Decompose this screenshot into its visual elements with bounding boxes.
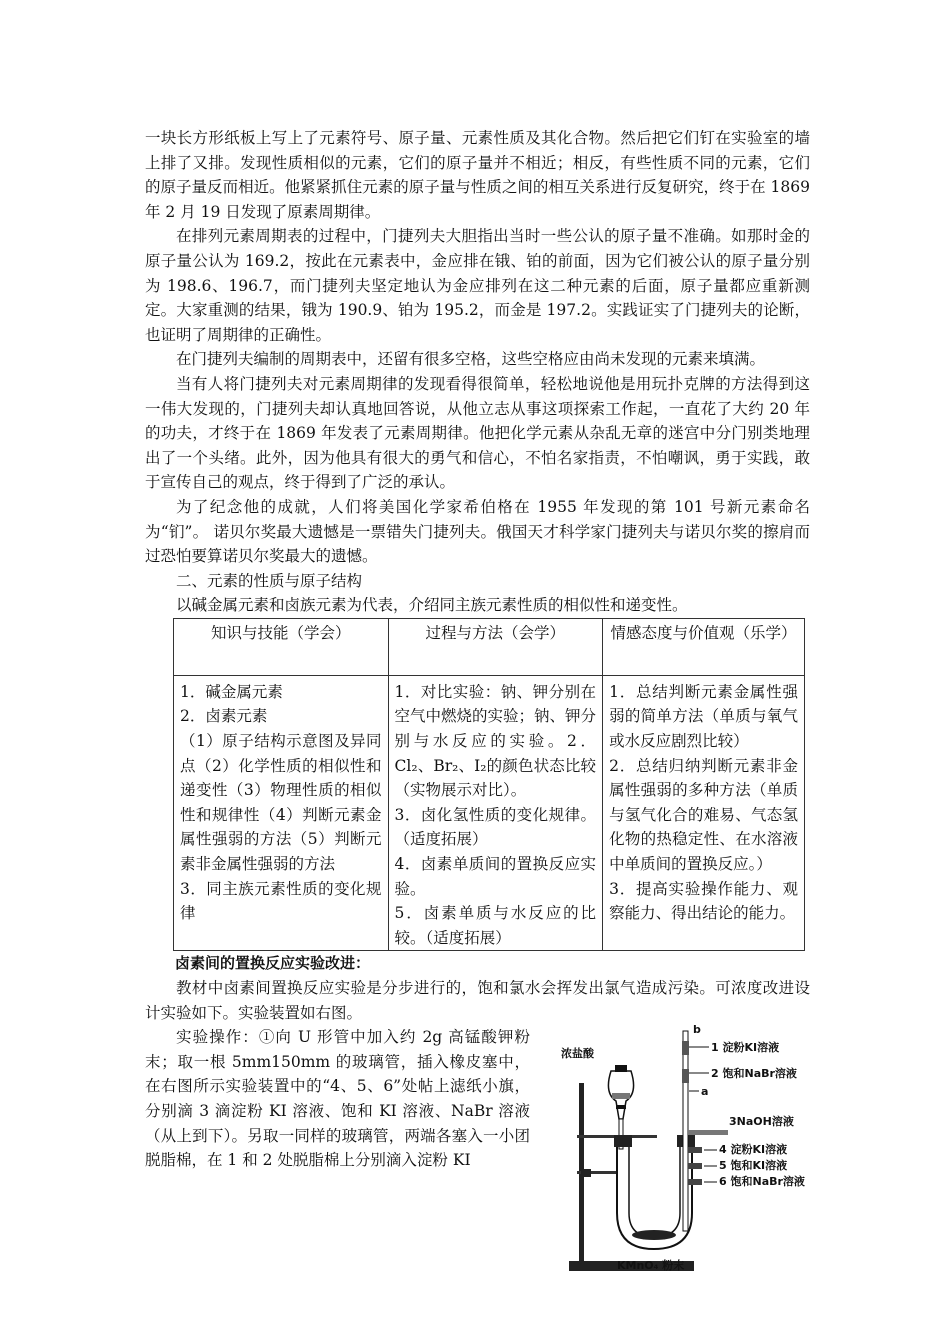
clamp-knob (581, 1169, 591, 1177)
naoh-tube (688, 1130, 728, 1135)
flag-4 (688, 1147, 702, 1153)
funnel-liquid (612, 1093, 630, 1099)
header-knowledge: 知识与技能（学会） (174, 618, 389, 675)
section-intro: 以碱金属元素和卤族元素为代表，介绍同主族元素性质的相似性和递变性。 (176, 596, 688, 615)
u-tube-inner (629, 1141, 680, 1237)
section-heading: 二、元素的性质与原子结构 (176, 571, 363, 590)
apparatus-figure (559, 1023, 809, 1283)
document-page (145, 126, 810, 1273)
label-5: 5 饱和KI溶液 (719, 1159, 788, 1173)
label-b: b (693, 1023, 701, 1037)
cell-line: 1．对比实验：钠、钾分别在空气中燃烧的实验；钠、钾分别与水反应的实验。2．Cl₂、Br₂、I₂的颜色状态比较（实物展示对比）。 (394, 682, 597, 800)
stopcock (616, 1105, 626, 1109)
cell-line: 2．总结归纳判断元素非金属性强弱的多种方法（单质与氢气化合的难易、气态氢化物的热稳定性、在水溶液中单质间的置换反应。） (609, 756, 798, 874)
table-header-row (174, 618, 805, 675)
funnel-stopper (615, 1065, 627, 1072)
cell-line: 3．卤化氢性质的变化规律。（适度拓展） (394, 805, 597, 849)
header-process: 过程与方法（会学） (388, 618, 603, 675)
improve-text: 教材中卤素间置换反应实验是分步进行的，饱和氯水会挥发出氯气造成污染。可浓度改进设计实验如下。实验装置如右图。 (145, 979, 810, 1022)
cell-line: 4．卤素单质间的置换反应实验。 (394, 855, 597, 898)
glass-tube (683, 1031, 688, 1231)
cell-process (388, 675, 603, 951)
paragraph-2: 在排列元素周期表的过程中，门捷列夫大胆指出当时一些公认的原子量不准确。如那时金的原子量公认为 169.2，按此在元素表中，金应排在锇、铂的前面，因为它们被公认的原子量分别为 198.6、196.7，而门捷列夫坚定地认为金应排列在这二种元素的后面，原子量都应重新测定。大家重测的结果，锇为 190.9、铂为 195.2，而金是 197.2。实践证实了门捷列夫的论断，也证明了周期律的正确性。 (145, 227, 810, 344)
cell-line: 2．卤素元素 (180, 707, 268, 726)
label-2: 2 饱和NaBr溶液 (711, 1067, 797, 1081)
label-1: 1 淀粉KI溶液 (711, 1041, 780, 1055)
flag-5 (688, 1163, 702, 1169)
apparatus-diagram (559, 1023, 809, 1283)
cell-line: 1．总结判断元素金属性强弱的简单方法（单质与氧气或水反应剧烈比较） (609, 682, 798, 751)
paragraph-3: 在门捷列夫编制的周期表中，还留有很多空格，这些空格应由尚未发现的元素来填满。 (176, 350, 766, 369)
label-powder: KMnO₄ 粉末 (617, 1259, 685, 1273)
kmno4-powder (632, 1230, 676, 1240)
improve-title: 卤素间的置换反应实验改进： (175, 954, 371, 973)
paragraph-1: 一块长方形纸板上写上了元素符号、原子量、元素性质及其化合物。然后把它们钉在实验室的墙上排了又排。发现性质相似的元素，它们的原子量并不相近；相反，有些性质不同的元素，它们的原子量反而相近。他紧紧抓住元素的原子量与性质之间的相互关系进行反复研究，终于在 1869 年 2 月 19 日发现了原素周期律。 (145, 129, 810, 221)
label-conc-hcl: 浓盐酸 (561, 1047, 594, 1061)
cell-knowledge (174, 675, 389, 951)
cell-attitude (603, 675, 805, 951)
label-a: a (701, 1085, 709, 1099)
operation-text: 实验操作：①向 U 形管中加入约 2g 高锰酸钾粉末；取一根 5mm150mm 的玻璃管，插入橡皮塞中，在右图所示实验装置中的“4、5、6”处帖上滤纸小旗，分别滴 3 滴淀粉 KI 溶液、饱和 KI 溶液、NaBr 溶液（从上到下）。另取一同样的玻璃管，两端各塞入一小团脱脂棉，在 1 和 2 处脱脂棉上分别滴入淀粉 KI (145, 1028, 530, 1170)
paragraph-4: 当有人将门捷列夫对元素周期律的发现看得很简单，轻松地说他是用玩扑克牌的方法得到这一伟大发现的，门捷列夫却认真地回答说，从他立志从事这项探索工作起，一直花了大约 20 年的功夫，才终于在 1869 年发表了元素周期律。他把化学元素从杂乱无章的迷宫中分门别类地理出了一个头绪。此外，因为他具有很大的勇气和信心，不怕名家指责，不怕嘲讽，勇于实践，敢于宣传自己的观点，终于得到了广泛的承认。 (145, 374, 810, 492)
cell-line: 5．卤素单质与水反应的比较。（适度拓展） (394, 904, 597, 947)
experiment-section (145, 1023, 810, 1273)
left-stopper (614, 1135, 632, 1147)
flag-6 (688, 1179, 702, 1185)
label-4: 4 淀粉KI溶液 (719, 1143, 788, 1157)
cotton-2 (682, 1069, 689, 1083)
cell-line: （1）原子结构示意图及异同点（2）化学性质的相似性和递变性（3）物理性质的相似性和规律性（4）判断元素金属性强弱的方法（5）判断元素非金属性强弱的方法 (180, 732, 382, 874)
cell-line: 3．同主族元素性质的变化规律 (180, 879, 382, 923)
cotton-1 (682, 1041, 689, 1055)
cell-line: 3．提高实验操作能力、观察能力、得出结论的能力。 (609, 879, 798, 923)
label-3: 3NaOH溶液 (729, 1115, 794, 1129)
header-attitude: 情感态度与价值观（乐学） (603, 618, 805, 675)
objectives-table (173, 618, 805, 952)
cell-line: 1．碱金属元素 (180, 682, 283, 701)
paragraph-5: 为了纪念他的成就，人们将美国化学家希伯格在 1955 年发现的第 101 号新元素命名为“钔”。 诺贝尔奖最大遗憾是一票错失门捷列夫。俄国天才科学家门捷列夫与诺贝尔奖的擦肩而过恐怕要算诺贝尔奖最大的遗憾。 (145, 497, 810, 566)
table-row (174, 675, 805, 951)
label-6: 6 饱和NaBr溶液 (719, 1175, 805, 1189)
